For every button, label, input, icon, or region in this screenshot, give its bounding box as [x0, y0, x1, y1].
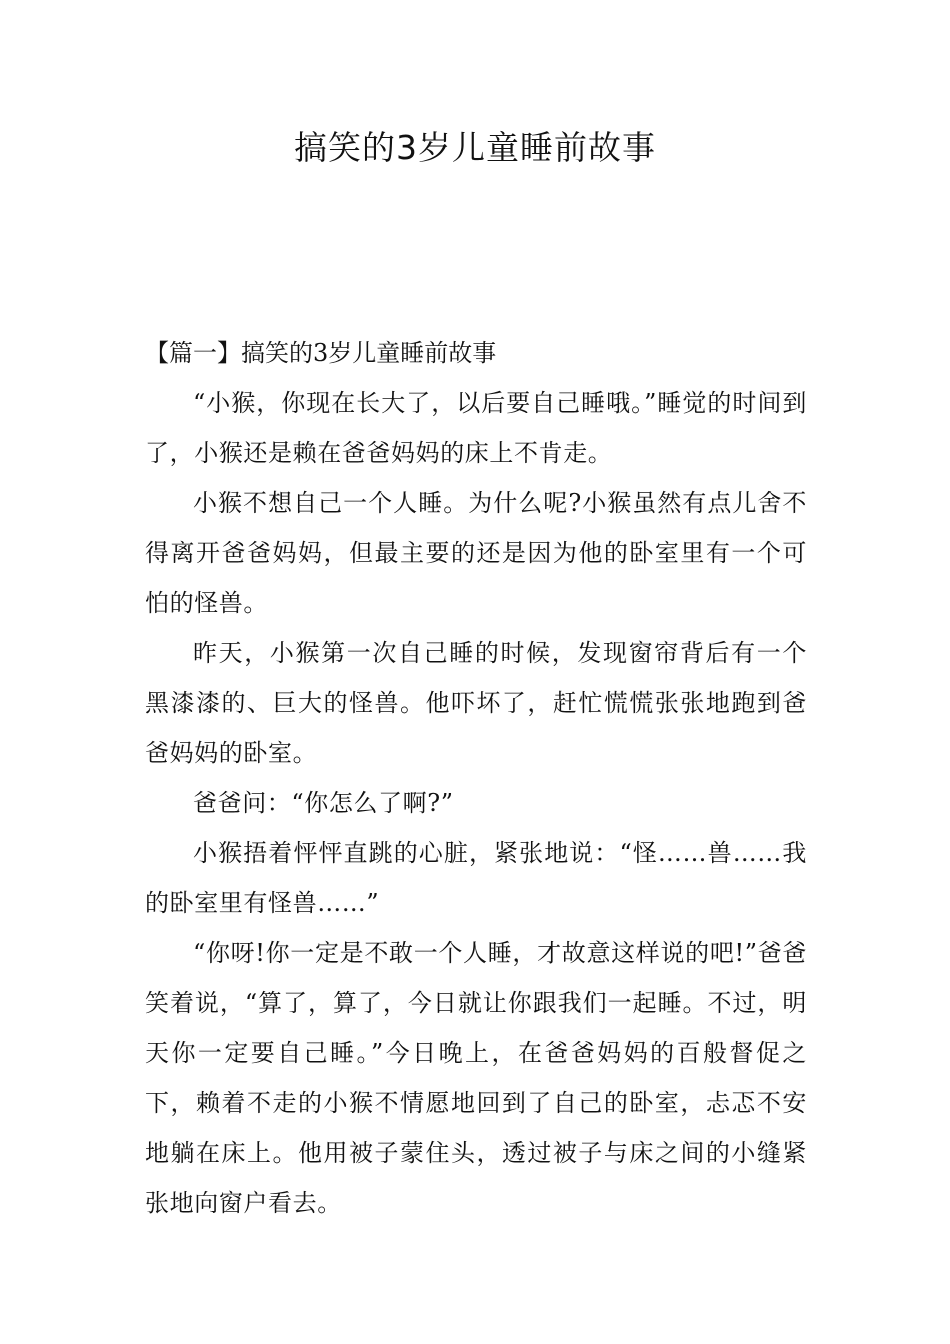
paragraph: 昨天，小猴第一次自己睡的时候，发现窗帘背后有一个黑漆漆的、巨大的怪兽。他吓坏了，赶忙慌慌张张地跑到爸爸妈妈的卧室。 [145, 639, 807, 767]
section-heading: 【篇一】搞笑的3岁儿童睡前故事 [145, 339, 497, 367]
paragraph: 小猴捂着怦怦直跳的心脏，紧张地说：“怪……兽……我的卧室里有怪兽……” [145, 839, 807, 917]
paragraph: 爸爸问：“你怎么了啊?” [193, 789, 454, 817]
paragraph: “小猴，你现在长大了，以后要自己睡哦。”睡觉的时间到了，小猴还是赖在爸爸妈妈的床上不肯走。 [145, 389, 807, 467]
document-title: 搞笑的3岁儿童睡前故事 [294, 128, 656, 167]
document-body [145, 328, 807, 1228]
paragraph: 小猴不想自己一个人睡。为什么呢?小猴虽然有点儿舍不得离开爸爸妈妈，但最主要的还是因为他的卧室里有一个可怕的怪兽。 [145, 489, 807, 617]
paragraph: “你呀!你一定是不敢一个人睡，才故意这样说的吧!”爸爸笑着说，“算了，算了，今日就让你跟我们一起睡。不过，明天你一定要自己睡。”今日晚上，在爸爸妈妈的百般督促之下，赖着不走的小猴不情愿地回到了自己的卧室，忐忑不安地躺在床上。他用被子蒙住头，透过被子与床之间的小缝紧张地向窗户看去。 [145, 939, 807, 1217]
